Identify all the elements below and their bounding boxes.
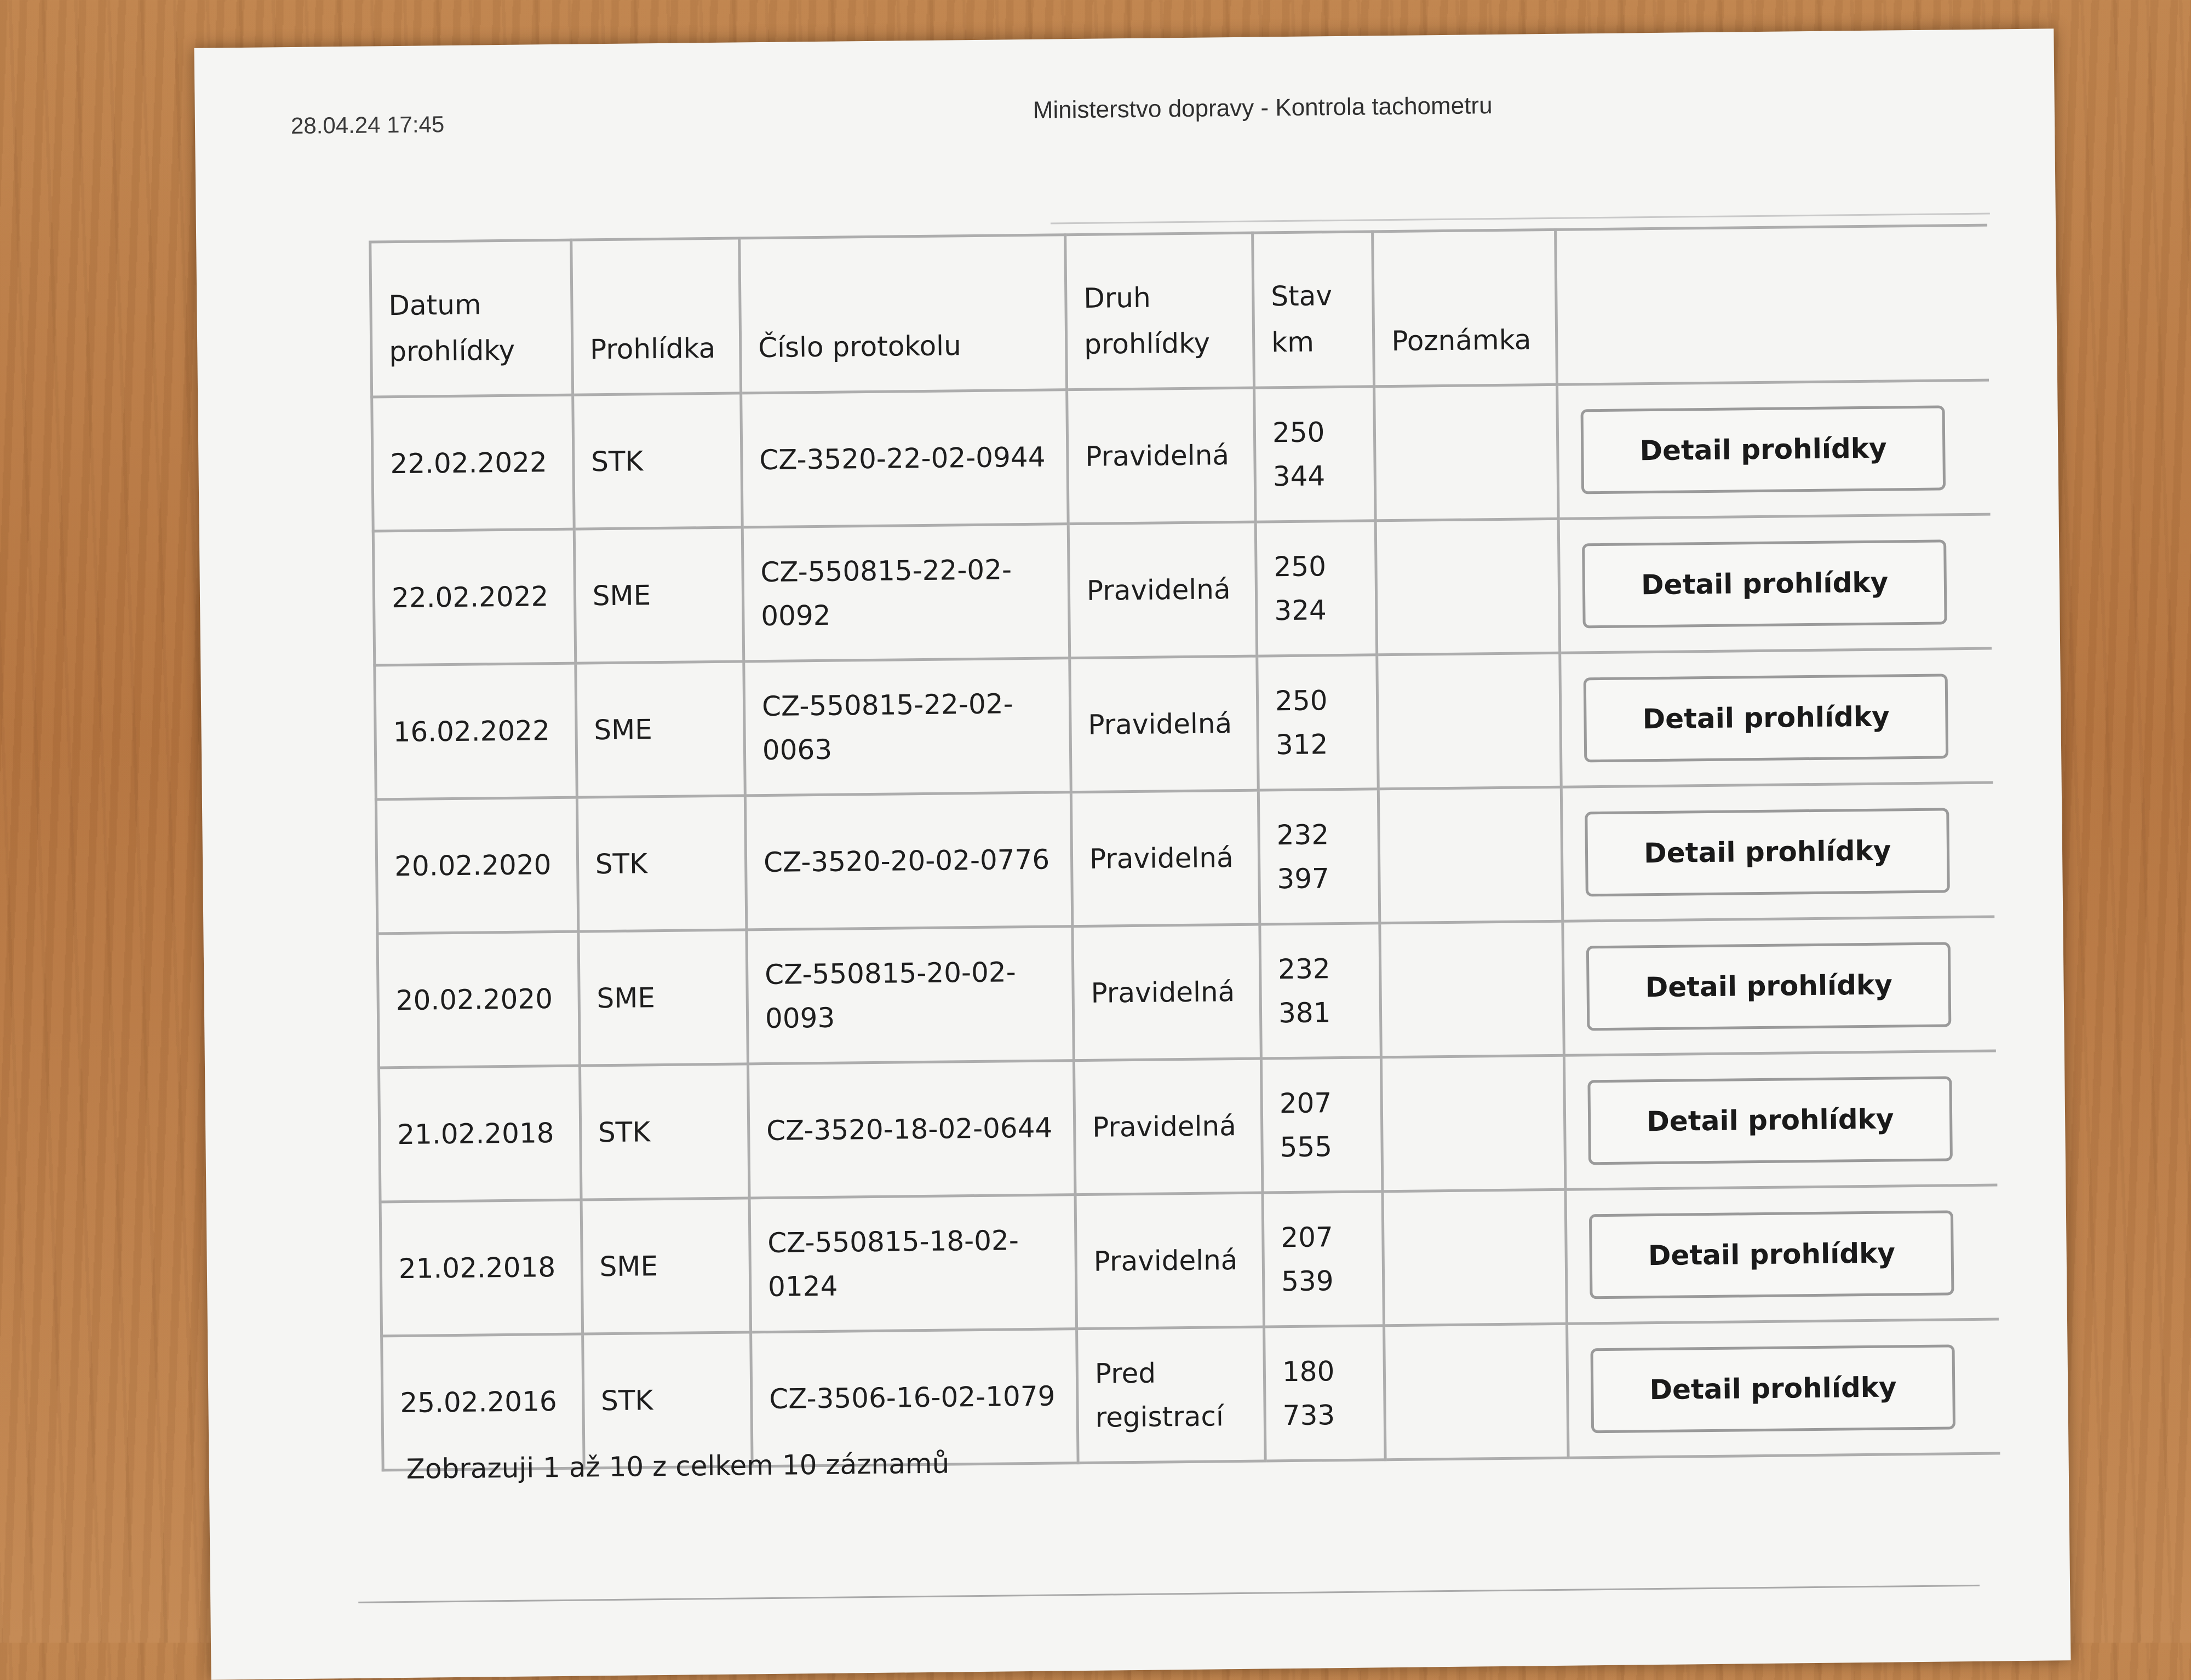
cell-date: 16.02.2022 [375, 663, 577, 799]
column-header-protocol: Číslo protokolu [739, 235, 1067, 393]
cell-note [1377, 653, 1562, 789]
column-header-date: Datum prohlídky [370, 240, 573, 397]
cell-inspection: STK [577, 796, 747, 931]
cell-inspection: STK [580, 1064, 749, 1200]
cell-date: 21.02.2018 [379, 1066, 581, 1202]
cell-kind: Pravidelná [1068, 522, 1257, 658]
cell-km: 232 397 [1258, 789, 1380, 924]
table-row [375, 648, 1993, 799]
column-header-action [1556, 225, 1989, 384]
column-header-note: Poznámka [1373, 229, 1557, 386]
print-timestamp: 28.04.24 17:45 [290, 111, 445, 139]
cell-action [1557, 380, 1991, 519]
detail-button[interactable]: Detail prohlídky [1585, 808, 1950, 896]
cell-inspection: SME [576, 661, 745, 797]
cell-date: 22.02.2022 [373, 529, 575, 665]
cell-kind: Pravidelná [1071, 790, 1260, 927]
cell-kind: Pravidelná [1074, 1058, 1263, 1195]
detail-button[interactable]: Detail prohlídky [1581, 405, 1946, 494]
cell-inspection: SME [574, 527, 744, 663]
detail-button[interactable]: Detail prohlídky [1586, 942, 1952, 1031]
cell-date: 22.02.2022 [372, 395, 574, 531]
cell-action [1558, 514, 1992, 653]
cell-protocol: CZ-3520-22-02-0944 [741, 390, 1069, 527]
printed-page [194, 28, 2070, 1679]
cell-km: 207 555 [1261, 1057, 1383, 1193]
detail-button[interactable]: Detail prohlídky [1589, 1210, 1954, 1299]
page-title: Ministerstvo dopravy - Kontrola tachometru [1033, 92, 1493, 124]
header-divider [1051, 213, 1990, 225]
table-row [376, 783, 1994, 934]
detail-button[interactable]: Detail prohlídky [1584, 674, 1949, 762]
detail-button[interactable]: Detail prohlídky [1591, 1344, 1956, 1433]
cell-date: 20.02.2020 [376, 797, 578, 934]
cell-km: 250 312 [1257, 655, 1379, 790]
cell-note [1383, 1189, 1567, 1325]
cell-inspection: STK [572, 393, 742, 529]
cell-kind: Pravidelná [1075, 1193, 1264, 1329]
cell-note [1380, 921, 1564, 1057]
cell-note [1374, 384, 1559, 520]
table-row [373, 514, 1992, 665]
cell-action [1560, 648, 1993, 787]
cell-inspection: SME [578, 930, 748, 1066]
column-header-km: Stav km [1253, 232, 1374, 388]
cell-note [1378, 787, 1563, 923]
cell-date: 21.02.2018 [380, 1200, 582, 1336]
cell-km: 232 381 [1260, 923, 1381, 1058]
cell-protocol: CZ-550815-20-02-0093 [747, 927, 1074, 1064]
cell-action [1567, 1319, 2000, 1458]
cell-kind: Pravidelná [1067, 388, 1256, 524]
cell-protocol: CZ-3506-16-02-1079 [750, 1329, 1078, 1466]
inspections-table [369, 224, 2000, 1472]
cell-protocol: CZ-3520-18-02-0644 [748, 1061, 1075, 1198]
cell-kind: Pred registrací [1077, 1327, 1266, 1463]
cell-kind: Pravidelná [1070, 656, 1259, 792]
cell-date: 20.02.2020 [377, 931, 580, 1068]
cell-km: 250 344 [1254, 387, 1376, 522]
table-row [372, 380, 1991, 531]
detail-button[interactable]: Detail prohlídky [1588, 1076, 1953, 1165]
cell-protocol: CZ-3520-20-02-0776 [745, 792, 1072, 930]
cell-protocol: CZ-550815-18-02-0124 [749, 1195, 1077, 1332]
cell-action [1563, 917, 1996, 1055]
table-row [379, 1051, 1998, 1202]
cell-note [1375, 519, 1560, 654]
footer-divider [358, 1585, 1980, 1603]
records-summary: Zobrazuji 1 až 10 z celkem 10 záznamů [406, 1447, 950, 1485]
table-header-row [370, 225, 1989, 397]
table-row [382, 1319, 2000, 1470]
cell-kind: Pravidelná [1072, 924, 1261, 1061]
cell-km: 250 324 [1255, 521, 1377, 656]
cell-date: 25.02.2016 [382, 1334, 584, 1470]
cell-action [1564, 1051, 1998, 1189]
cell-note [1384, 1324, 1569, 1459]
cell-action [1562, 783, 1995, 921]
cell-inspection: STK [582, 1332, 752, 1468]
cell-km: 180 733 [1264, 1326, 1386, 1461]
column-header-inspection: Prohlídka [571, 238, 741, 395]
cell-inspection: SME [581, 1198, 751, 1334]
cell-note [1381, 1055, 1566, 1191]
cell-protocol: CZ-550815-22-02-0092 [742, 524, 1070, 661]
detail-button[interactable]: Detail prohlídky [1582, 539, 1947, 628]
table-row [380, 1185, 1999, 1336]
column-header-kind: Druh prohlídky [1065, 233, 1254, 390]
table-row [377, 917, 1996, 1068]
cell-action [1565, 1185, 1999, 1324]
cell-km: 207 539 [1263, 1192, 1384, 1327]
cell-protocol: CZ-550815-22-02-0063 [744, 658, 1071, 796]
